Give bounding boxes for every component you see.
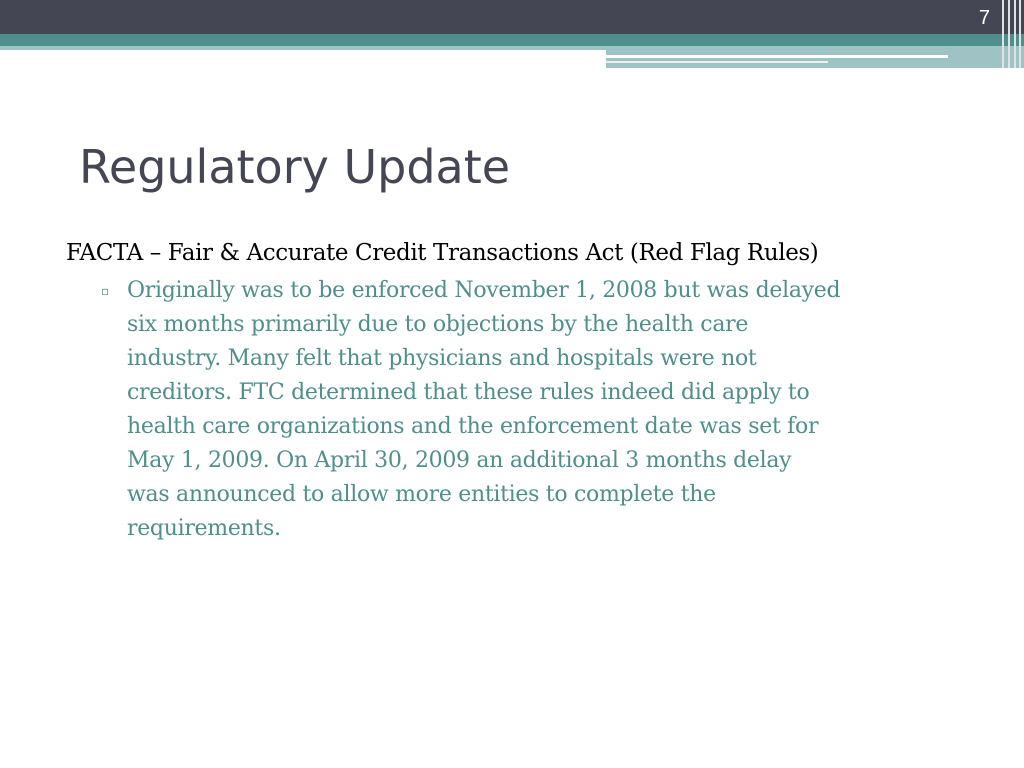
sub-bullet-line: industry. Many felt that physicians and hospitals were not [127,346,757,371]
header-dark-band [0,0,1024,34]
header-divider [0,50,606,53]
header-right-line [606,55,948,58]
sub-bullet-line: was announced to allow more entities to complete the [127,482,716,507]
header-teal-band [0,34,1024,46]
header-right-line [606,61,828,63]
heading-bullet: FACTA – Fair & Accurate Credit Transactions Act (Red Flag Rules) [66,240,819,266]
sub-bullet-line: Originally was to be enforced November 1, 2008 but was delayed [127,278,841,303]
square-bullet-icon: ▫ [101,284,109,298]
sub-bullet-line: May 1, 2009. On April 30, 2009 an additional 3 months delay [127,448,792,473]
slide-title: Regulatory Update [79,140,511,194]
slide-body [66,236,956,546]
header-vertical-stripe [1002,0,1004,68]
sub-bullet-line: creditors. FTC determined that these rules indeed did apply to [127,380,810,405]
header-vertical-stripe [1014,0,1016,68]
header-vertical-stripe [1008,0,1010,68]
sub-bullet-line: health care organizations and the enforcement date was set for [127,414,819,439]
sub-bullet-line: six months primarily due to objections by the health care [127,312,749,337]
header-vertical-stripe [1019,0,1021,68]
page-number: 7 [978,7,990,29]
sub-bullet [101,274,947,546]
sub-bullet-line: requirements. [127,516,281,541]
